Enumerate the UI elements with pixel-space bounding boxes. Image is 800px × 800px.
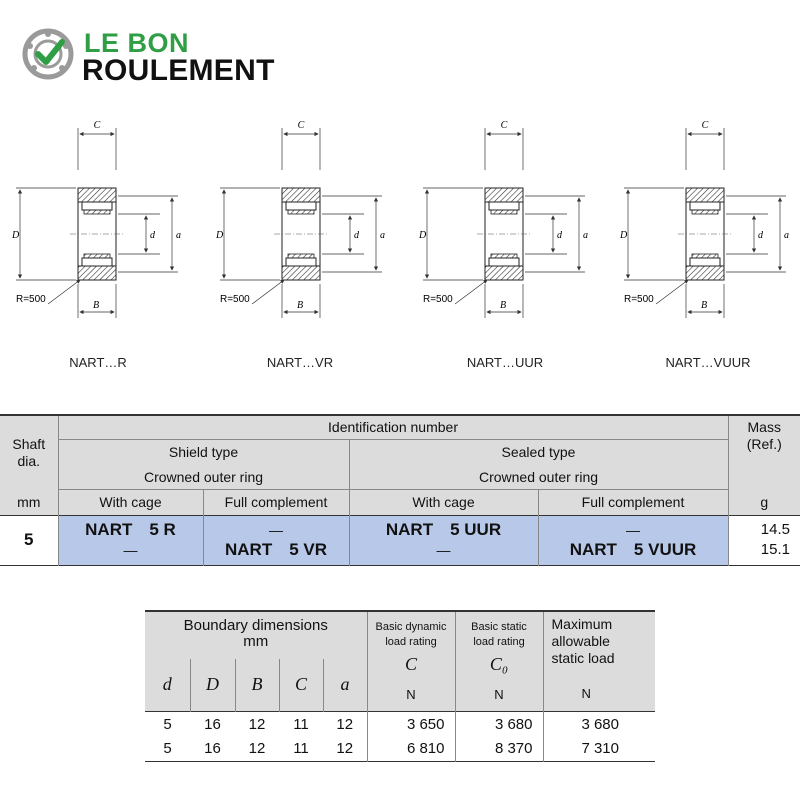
sealed-cage-cell: NART 5 UUR — — [349, 515, 538, 565]
shaft-unit: mm — [17, 493, 41, 510]
caption-nart-uur: NART…UUR — [466, 355, 544, 370]
svg-text:D: D — [216, 230, 224, 241]
svg-text:R=500: R=500 — [423, 294, 453, 305]
sealed-full-cell: — NART 5 VUUR — [538, 515, 728, 565]
drawing-nart-r — [11, 120, 181, 318]
dynamic-load-header: Basic dynamic load rating C N — [367, 611, 455, 711]
label-C: C — [93, 120, 101, 131]
caption-nart-vuur: NART…VUUR — [665, 355, 751, 370]
table-row: 5 16 12 11 12 3 650 3 680 3 680 — [145, 711, 655, 737]
mass-header: Mass (Ref.) — [728, 415, 800, 489]
table-row: 5 16 12 11 12 6 810 8 370 7 310 — [145, 737, 655, 761]
shield-cage-cell: NART 5 R — — [58, 515, 203, 565]
svg-text:D: D — [419, 230, 427, 241]
shaft-value: 5 — [0, 515, 58, 565]
svg-text:D: D — [620, 230, 628, 241]
label-R: R=500 — [16, 294, 46, 305]
dimensions-table — [145, 610, 655, 762]
bearing-drawings — [0, 110, 800, 390]
label-d: d — [150, 230, 155, 241]
label-a: a — [176, 230, 181, 241]
brand-logo — [22, 24, 302, 86]
full-complement-header: Full complement — [203, 489, 349, 515]
mass-cell: 14.5 15.1 — [728, 515, 800, 565]
shaft-header: Shaft dia. — [12, 435, 46, 469]
svg-text:R=500: R=500 — [624, 294, 654, 305]
svg-text:d: d — [557, 230, 562, 241]
col-C: C — [279, 659, 323, 711]
static-load-header: Basic static load rating C₀ N — [455, 611, 543, 711]
svg-text:d: d — [354, 230, 359, 241]
svg-text:C: C — [701, 120, 709, 131]
svg-text:d: d — [758, 230, 763, 241]
logo-line2: ROULEMENT — [82, 54, 275, 87]
svg-text:a: a — [380, 230, 385, 241]
max-static-load-header: Maximum allowable static load N — [543, 611, 655, 711]
drawing-nart-vr — [215, 120, 385, 318]
drawing-nart-uur — [418, 120, 588, 318]
caption-nart-vr: NART…VR — [266, 355, 334, 370]
caption-nart-r: NART…R — [69, 355, 127, 370]
col-a: a — [323, 659, 367, 711]
svg-text:R=500: R=500 — [220, 294, 250, 305]
bearing-check-icon — [22, 28, 74, 80]
svg-text:B: B — [701, 300, 708, 311]
label-B: B — [93, 300, 100, 311]
sealed-sub-header: Crowned outer ring — [349, 465, 728, 489]
mass-unit: g — [728, 489, 800, 515]
id-header: Identification number — [58, 415, 728, 439]
col-B: B — [235, 659, 279, 711]
col-D: D — [190, 659, 235, 711]
svg-text:a: a — [583, 230, 588, 241]
col-d: d — [162, 674, 172, 695]
svg-text:B: B — [500, 300, 507, 311]
svg-text:B: B — [297, 300, 304, 311]
svg-text:a: a — [784, 230, 789, 241]
with-cage-header: With cage — [58, 489, 203, 515]
svg-text:C: C — [500, 120, 508, 131]
drawing-nart-vuur — [619, 120, 789, 318]
shield-type-header: Shield type — [58, 439, 349, 465]
logo-line1: LE BON — [84, 28, 190, 58]
boundary-header: Boundary dimensions mm — [183, 617, 328, 650]
label-D: D — [12, 230, 20, 241]
with-cage-header-2: With cage — [349, 489, 538, 515]
full-complement-header-2: Full complement — [538, 489, 728, 515]
shield-sub-header: Crowned outer ring — [58, 465, 349, 489]
shield-full-cell: — NART 5 VR — [203, 515, 349, 565]
identification-table — [0, 414, 800, 566]
sealed-type-header: Sealed type — [349, 439, 728, 465]
svg-text:C: C — [297, 120, 305, 131]
